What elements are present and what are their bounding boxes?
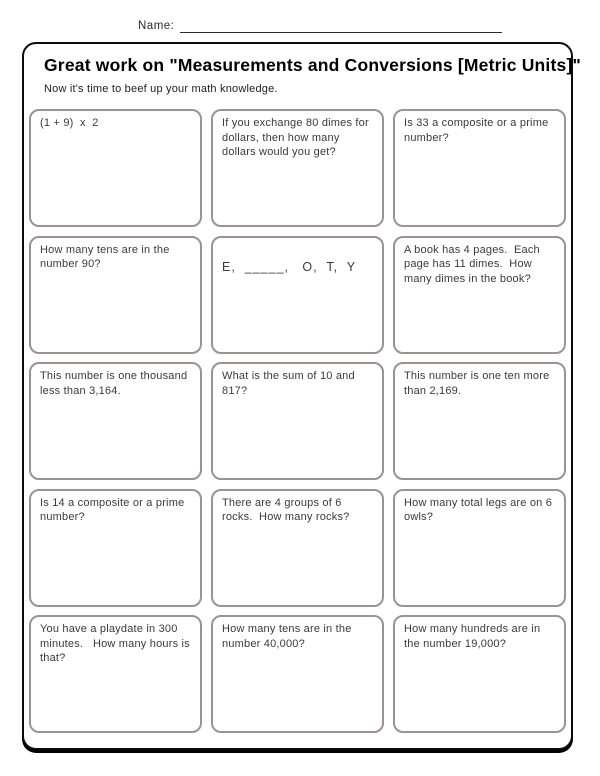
- question-card-14: [211, 615, 384, 733]
- question-card-4: [29, 236, 202, 354]
- question-card-13: [29, 615, 202, 733]
- name-label: Name:: [138, 20, 175, 32]
- question-text: There are 4 groups of 6 rocks. How many rocks?: [222, 496, 350, 523]
- question-card-15: [393, 615, 566, 733]
- question-card-2: [211, 109, 384, 227]
- question-text: E, _____, O, T, Y: [222, 259, 357, 274]
- question-text: Is 33 a composite or a prime number?: [404, 117, 552, 144]
- question-text: You have a playdate in 300 minutes. How many hours is that?: [40, 623, 194, 664]
- name-row: [138, 20, 502, 33]
- question-card-5: [211, 236, 384, 354]
- question-text: This number is one thousand less than 3,164.: [40, 370, 191, 397]
- question-card-3: [393, 109, 566, 227]
- question-text: How many tens are in the number 90?: [40, 243, 173, 270]
- question-card-8: [211, 362, 384, 480]
- question-card-9: [393, 362, 566, 480]
- question-card-1: [29, 109, 202, 227]
- name-blank-line: [180, 20, 502, 33]
- question-text: (1 + 9) x 2: [40, 117, 99, 129]
- question-grid: [29, 109, 566, 733]
- question-text: How many hundreds are in the number 19,000?: [404, 623, 544, 650]
- worksheet-subtitle: Now it's time to beef up your math knowledge.: [44, 83, 278, 95]
- question-card-6: [393, 236, 566, 354]
- question-text: Is 14 a composite or a prime number?: [40, 496, 188, 523]
- question-text: This number is one ten more than 2,169.: [404, 370, 553, 397]
- question-card-12: [393, 489, 566, 607]
- question-text: What is the sum of 10 and 817?: [222, 370, 359, 397]
- question-text: A book has 4 pages. Each page has 11 dimes. How many dimes in the book?: [404, 243, 544, 285]
- question-card-11: [211, 489, 384, 607]
- worksheet-frame: [22, 42, 581, 750]
- question-text: How many tens are in the number 40,000?: [222, 623, 355, 650]
- question-text: If you exchange 80 dimes for dollars, then how many dollars would you get?: [222, 117, 373, 158]
- question-card-7: [29, 362, 202, 480]
- worksheet-title: Great work on "Measurements and Conversions [Metric Units]": [44, 55, 581, 75]
- question-card-10: [29, 489, 202, 607]
- question-text: How many total legs are on 6 owls?: [404, 496, 556, 523]
